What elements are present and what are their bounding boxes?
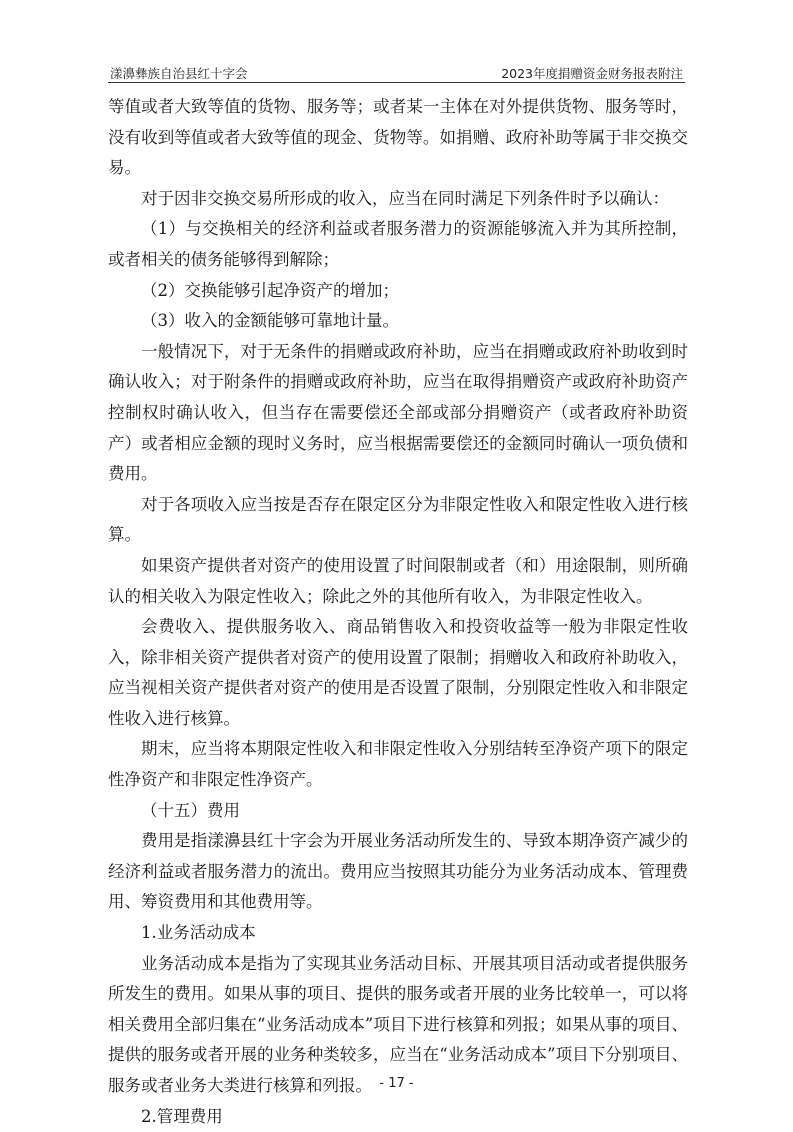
page-body (108, 92, 688, 1132)
header-document-title: 2023年度捐赠资金财务报表附注 (501, 66, 683, 81)
page-header (108, 60, 685, 83)
paragraph-condition-3: （3）收入的金额能够可靠地计量。 (141, 311, 399, 331)
paragraph-expenses-definition: 费用是指漾濞县红十字会为开展业务活动所发生的、导致本期净资产减少的经济利益或者服务潜力的流出。费用应当按照其功能分为业务活动成本、管理费用、筹资费用和其他费用等。 (108, 831, 688, 912)
page-number: - 17 - (379, 1076, 414, 1091)
paragraph-restricted-income: 如果资产提供者对资产的使用设置了时间限制或者（和）用途限制，则所确认的相关收入为限定性收入；除此之外的其他所有收入，为非限定性收入。 (108, 555, 688, 606)
paragraph-condition-1: （1）与交换相关的经济利益或者服务潜力的资源能够流入并为其所控制，或者相关的债务能够得到解除； (108, 219, 688, 269)
paragraph-period-end: 期末，应当将本期限定性收入和非限定性收入分别结转至净资产项下的限定性净资产和非限定性净资产。 (108, 739, 688, 790)
paragraph-recognition-conditions: 对于因非交换交易所形成的收入，应当在同时满足下列条件时予以确认： (141, 188, 669, 208)
header-organization: 漾濞彝族自治县红十字会 (110, 66, 248, 81)
paragraph-condition-2: （2）交换能够引起净资产的增加； (141, 280, 399, 300)
subheading-management-expenses: 2.管理费用 (141, 1106, 223, 1126)
section-heading-expenses: （十五）费用 (141, 800, 240, 820)
paragraph-donation-recognition: 一般情况下，对于无条件的捐赠或政府补助，应当在捐赠或政府补助收到时确认收入；对于附条件的捐赠或政府补助，应当在取得捐赠资产或政府补助资产控制权时确认收入，但当存在需要偿还全部或部分捐赠资产（或者政府补助资产）或者相应金额的现时义务时，应当根据需要偿还的金额同时确认一项负债和费用。 (108, 341, 688, 484)
paragraph-restricted-classification: 对于各项收入应当按是否存在限定区分为非限定性收入和限定性收入进行核算。 (108, 494, 688, 545)
paragraph-nonexchange-definition: 等值或者大致等值的货物、服务等；或者某一主体在对外提供货物、服务等时，没有收到等值或者大致等值的现金、货物等。如捐赠、政府补助等属于非交换交易。 (108, 97, 688, 178)
paragraph-unrestricted-income: 会费收入、提供服务收入、商品销售收入和投资收益等一般为非限定性收入，除非相关资产提供者对资产的使用设置了限制；捐赠收入和政府补助收入，应当视相关资产提供者对资产的使用是否设置了限制，分别限定性收入和非限定性收入进行核算。 (108, 617, 688, 728)
paragraph-business-activity-cost: 业务活动成本是指为了实现其业务活动目标、开展其项目活动或者提供服务所发生的费用。如果从事的项目、提供的服务或者开展的业务比较单一，可以将相关费用全部归集在“业务活动成本”项目下进行核算和列报；如果从事的项目、提供的服务或者开展的业务种类较多，应当在“业务活动成本”项目下分别项目、服务或者业务大类进行核算和列报。 (108, 953, 688, 1095)
subheading-business-activity-cost: 1.业务活动成本 (141, 923, 256, 943)
